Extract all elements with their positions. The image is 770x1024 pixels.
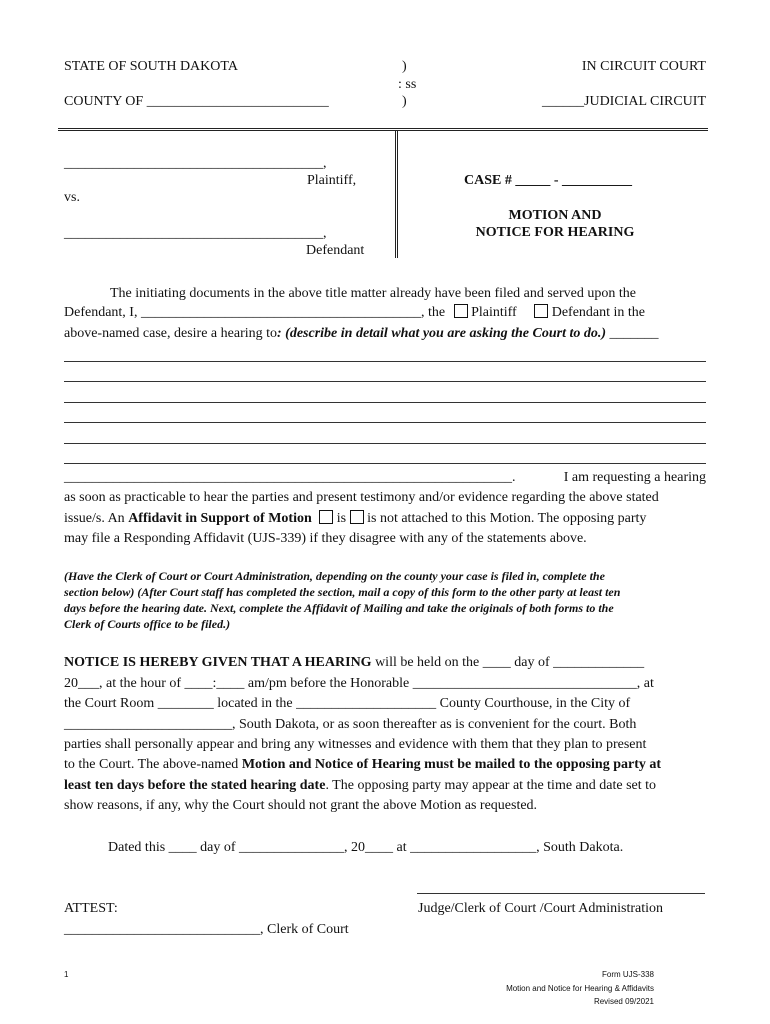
instructions-line-4: Clerk of Courts office to be filed.): [64, 617, 231, 631]
description-line[interactable]: [64, 361, 706, 362]
court-label: IN CIRCUIT COURT: [581, 59, 706, 74]
description-line[interactable]: [64, 381, 706, 382]
notice-line-7: [64, 777, 656, 794]
instructions-line-3: days before the hearing date. Next, complete the Affidavit of Mailing and take the originals of both forms to the: [64, 601, 614, 615]
paren-top: ): [402, 59, 407, 74]
form-title: Motion and Notice for Hearing & Affidavits: [506, 984, 654, 993]
instructions-line-2: section below) (After Court staff has completed the section, mail a copy of this form to the other party at least ten: [64, 585, 621, 599]
description-line[interactable]: [64, 463, 706, 464]
defendant-label: Defendant: [306, 243, 365, 258]
revised-date: Revised 09/2021: [593, 997, 654, 1006]
document-title-line1: MOTION AND: [508, 208, 602, 223]
caption-top-border: [58, 128, 708, 131]
motion-line-3: [64, 325, 659, 342]
notice-line-3[interactable]: the Court Room ________ located in the ____________________ County Courthouse, in the City of: [64, 696, 631, 711]
document-title-line2: NOTICE FOR HEARING: [475, 225, 635, 240]
notice-line-4[interactable]: ________________________, South Dakota, or as soon thereafter as is convenient for the court. Both: [64, 717, 637, 732]
notice-line-8: show reasons, if any, why the Court should not grant the above Motion as requested.: [64, 798, 538, 813]
issue-text: issue/s. An: [64, 511, 129, 526]
description-line[interactable]: [64, 443, 706, 444]
affidavit-is-checkbox[interactable]: [319, 510, 333, 524]
affidavit-is-not-checkbox[interactable]: [350, 510, 364, 524]
description-line[interactable]: [64, 422, 706, 423]
plaintiff-option-label: Plaintiff: [471, 305, 517, 320]
description-last-line[interactable]: ________________________________________________________________.: [64, 470, 516, 485]
plaintiff-label: Plaintiff,: [307, 173, 357, 188]
is-label: is: [336, 511, 347, 526]
paren-bottom: ): [402, 94, 407, 109]
plaintiff-name-line: _____________________________________,: [64, 156, 327, 171]
is-not-label: is not attached to this Motion. The opposing party: [367, 511, 647, 526]
notice-line-1: [64, 654, 644, 671]
county-label: COUNTY OF __________________________: [64, 94, 329, 109]
defendant-name-line: _____________________________________,: [64, 226, 327, 241]
notice-heading: NOTICE IS HEREBY GIVEN THAT A HEARING: [64, 655, 372, 670]
notice-line-6-text: to the Court. The above-named: [64, 757, 242, 772]
motion-line-b: as soon as practicable to hear the parties and present testimony and/or evidence regarding the above stated: [64, 490, 659, 505]
defendant-checkbox[interactable]: [534, 304, 548, 318]
plaintiff-checkbox[interactable]: [454, 304, 468, 318]
clerk-line[interactable]: ____________________________, Clerk of Court: [64, 922, 349, 937]
attest-label: ATTEST:: [64, 901, 118, 916]
requesting-hearing-text: I am requesting a hearing: [563, 470, 706, 485]
describe-instruction: : (describe in detail what you are asking the Court to do.): [277, 326, 607, 341]
motion-line-2: [64, 304, 645, 321]
motion-line-1: The initiating documents in the above title matter already have been filed and served upon the: [110, 286, 636, 301]
form-number: Form UJS-338: [601, 970, 654, 979]
motion-line-d: may file a Responding Affidavit (UJS-339) if they disagree with any of the statements above.: [64, 531, 587, 546]
judge-signature-line[interactable]: [417, 893, 705, 894]
description-line[interactable]: [64, 402, 706, 403]
caption-divider: [395, 130, 398, 258]
notice-line-2[interactable]: 20___, at the hour of ____:____ am/pm before the Honorable ________________________________, at: [64, 676, 654, 691]
circuit-label: ______JUDICIAL CIRCUIT: [542, 94, 706, 109]
requester-name-field[interactable]: Defendant, I, ________________________________________, the: [64, 305, 446, 320]
page-number: 1: [64, 970, 69, 979]
motion-line-c: [64, 510, 646, 527]
judge-label: Judge/Clerk of Court /Court Administration: [418, 901, 663, 916]
notice-line-5: parties shall personally appear and bring any witnesses and evidence with them that they plan to present: [64, 737, 647, 752]
notice-line-7-text: . The opposing party may appear at the time and date set to: [325, 778, 657, 793]
ss-label: : ss: [398, 77, 417, 92]
mailing-deadline: least ten days before the stated hearing date: [64, 778, 326, 793]
mailing-requirement: Motion and Notice of Hearing must be mailed to the opposing party at: [241, 757, 662, 772]
hearing-date-field[interactable]: will be held on the ____ day of _____________: [371, 655, 645, 670]
case-number: CASE # _____ - __________: [464, 173, 633, 188]
state-label: STATE OF SOUTH DAKOTA: [64, 59, 238, 74]
defendant-option-label: Defendant in the: [551, 305, 646, 320]
dated-line[interactable]: Dated this ____ day of _______________, 20____ at __________________, South Dakota.: [108, 840, 624, 855]
vs-label: vs.: [64, 190, 80, 205]
instructions-line-1: (Have the Clerk of Court or Court Administration, depending on the county your case is filed in, complete the: [64, 569, 605, 583]
describe-blank-start[interactable]: _______: [606, 326, 659, 341]
notice-line-6: [64, 756, 661, 773]
affidavit-label: Affidavit in Support of Motion: [128, 511, 312, 526]
hearing-request-text: above-named case, desire a hearing to: [64, 326, 278, 341]
